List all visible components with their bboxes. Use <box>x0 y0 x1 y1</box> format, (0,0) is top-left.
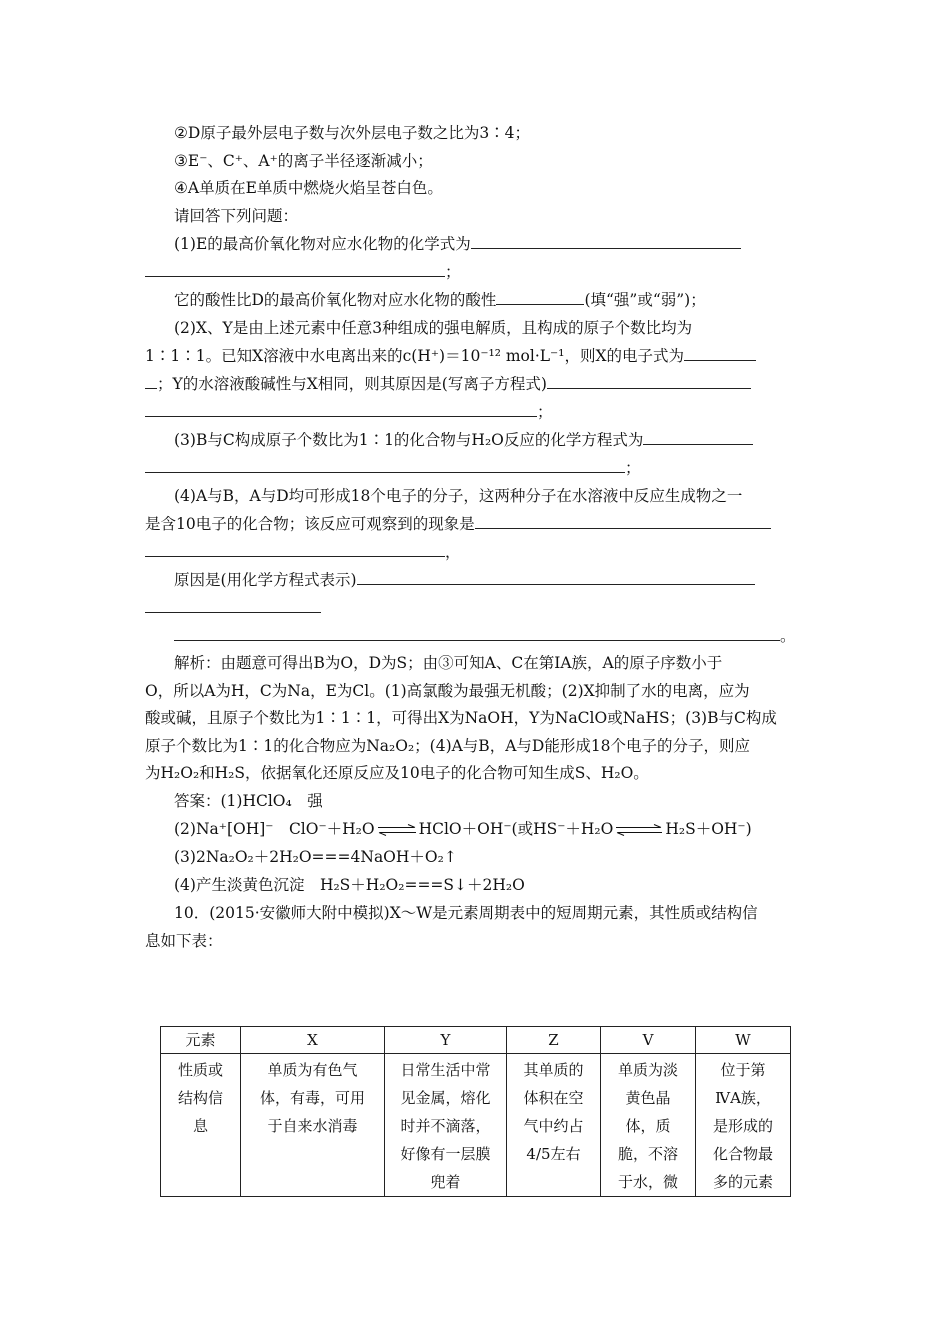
element-properties-table <box>160 1026 791 1197</box>
table-header-cell: V <box>601 1027 696 1054</box>
answer-blank <box>145 597 321 613</box>
answer-blank <box>643 429 753 445</box>
condition-4: ④A单质在E单质中燃烧火焰呈苍白色。 <box>174 179 443 197</box>
equilibrium-arrow-icon <box>615 824 663 836</box>
analysis-line2: O，所以A为H，C为Na，E为Cl。(1)高氯酸为最强无机酸；(2)X抑制了水的电离，应为 <box>145 682 750 700</box>
analysis-line1: 解析：由题意可得出B为O，D为S；由③可知A、C在第ⅠA族，A的原子序数小于 <box>174 654 723 672</box>
question-4-final-line <box>174 625 796 647</box>
equilibrium-arrow-icon <box>377 824 417 836</box>
question-2-end: ； <box>537 403 553 421</box>
question-4-reason-text: 原因是(用化学方程式表示) <box>174 571 357 589</box>
table-header-cell: X <box>241 1027 385 1054</box>
analysis-line5: 为H₂O₂和H₂S，依据氧化还原反应及10电子的化合物可知生成S、H₂O。 <box>145 764 649 782</box>
answer-1: 答案：(1)HClO₄ 强 <box>174 792 323 810</box>
question-3-end: ； <box>625 459 641 477</box>
analysis-line4: 原子个数比为1∶1的化合物应为Na₂O₂；(4)A与B，A与D能形成18个电子的分子，则应 <box>145 737 751 755</box>
question-3-cont <box>145 457 641 479</box>
table-row-label-text: 性质或 结构信 息 <box>177 1061 223 1135</box>
question-4-line3 <box>145 541 461 563</box>
question-4-line2-text: 是含10电子的化合物；该反应可观察到的现象是 <box>145 515 475 533</box>
table-cell <box>507 1054 601 1197</box>
table-cell-y: 日常生活中常 见金属，熔化 时并不滴落， 好像有一层膜 兜着 <box>400 1061 491 1191</box>
answer-blank <box>475 513 771 529</box>
answer-blank <box>496 289 584 305</box>
question-4-reason <box>174 569 755 591</box>
answer-2-left: (2)Na⁺[OH]⁻ ClO⁻＋H₂O <box>174 820 375 838</box>
question-4-blank-line <box>145 597 321 619</box>
table-cell <box>696 1054 791 1197</box>
table-cell-v: 单质为淡 黄色晶 体，质 脆，不溶 于水，微 <box>617 1061 678 1191</box>
condition-3: ③E⁻、C⁺、A⁺的离子半径逐渐减小； <box>174 152 433 170</box>
question-2-line4 <box>145 401 553 423</box>
answer-2 <box>174 818 752 840</box>
answer-2-right: H₂S＋OH⁻) <box>665 820 752 838</box>
answer-blank <box>145 457 625 473</box>
question-1-text: (1)E的最高价氧化物对应水化物的化学式为 <box>174 235 471 253</box>
question-2-line2 <box>145 345 756 367</box>
answer-blank <box>145 373 157 389</box>
answer-blank <box>547 373 751 389</box>
answer-blank <box>145 401 537 417</box>
answer-blank <box>145 541 445 557</box>
answer-blank <box>684 345 756 361</box>
table-header-cell: Z <box>507 1027 601 1054</box>
table-cell-w: 位于第 ⅣA族， 是形成的 化合物最 多的元素 <box>712 1061 773 1191</box>
condition-2: ②D原子最外层电子数与次外层电子数之比为3∶4； <box>174 124 531 142</box>
table-cell <box>241 1054 385 1197</box>
question-2-line1: (2)X、Y是由上述元素中任意3种组成的强电解质，且构成的原子个数比均为 <box>174 319 693 337</box>
question-2-line2-text: 1∶1∶1。已知X溶液中水电离出来的c(H⁺)＝10⁻¹² mol·L⁻¹，则X的电子式为 <box>145 347 684 365</box>
question-3 <box>174 429 753 451</box>
question-4-line1: (4)A与B，A与D均可形成18个电子的分子，这两种分子在水溶液中反应生成物之一 <box>174 487 743 505</box>
answer-blank <box>471 233 741 249</box>
question-4-final: 。 <box>780 627 796 645</box>
answer-4: (4)产生淡黄色沉淀 H₂S＋H₂O₂===S↓＋2H₂O <box>174 876 525 894</box>
answer-2-mid: HClO＋OH⁻(或HS⁻＋H₂O <box>418 820 614 838</box>
answer-3: (3)2Na₂O₂＋2H₂O===4NaOH＋O₂↑ <box>174 848 457 866</box>
question-1-cont <box>145 261 461 283</box>
question-2-line3-text: ；Y的水溶液酸碱性与X相同，则其原因是(写离子方程式) <box>157 375 547 393</box>
table-cell-z: 其单质的 体积在空 气中约占 4/5左右 <box>523 1061 584 1163</box>
table-header-cell: Y <box>385 1027 507 1054</box>
answer-blank <box>145 261 445 277</box>
answer-blank <box>357 569 755 585</box>
table-header-cell: W <box>696 1027 791 1054</box>
table-cell-x: 单质为有色气 体，有毒，可用 于自来水消毒 <box>259 1061 365 1135</box>
table-cell <box>601 1054 696 1197</box>
table-header-cell: 元素 <box>161 1027 241 1054</box>
analysis-line3: 酸或碱，且原子个数比为1∶1∶1，可得出X为NaOH，Y为NaClO或NaHS；(3)B与C构成 <box>145 709 777 727</box>
question-10-line1: 10．(2015·安徽师大附中模拟)X～W是元素周期表中的短周期元素，其性质或结构信 <box>174 904 758 922</box>
question-2-line3 <box>145 373 751 395</box>
question-1b-tail: (填“强”或“弱”)； <box>584 291 706 309</box>
question-1b-text: 它的酸性比D的最高价氧化物对应水化物的酸性 <box>174 291 497 309</box>
question-10-line2: 息如下表： <box>145 932 223 950</box>
question-4-end: ， <box>445 543 461 561</box>
question-1 <box>174 233 741 255</box>
question-prompt: 请回答下列问题： <box>174 207 299 225</box>
question-1-end: ； <box>445 263 461 281</box>
answer-blank <box>174 625 780 641</box>
table-header-row <box>161 1027 791 1054</box>
table-row-label <box>161 1054 241 1197</box>
table-row <box>161 1054 791 1197</box>
question-1b <box>174 289 706 311</box>
question-3-text: (3)B与C构成原子个数比为1∶1的化合物与H₂O反应的化学方程式为 <box>174 431 644 449</box>
question-4-line2 <box>145 513 771 535</box>
table-cell <box>385 1054 507 1197</box>
